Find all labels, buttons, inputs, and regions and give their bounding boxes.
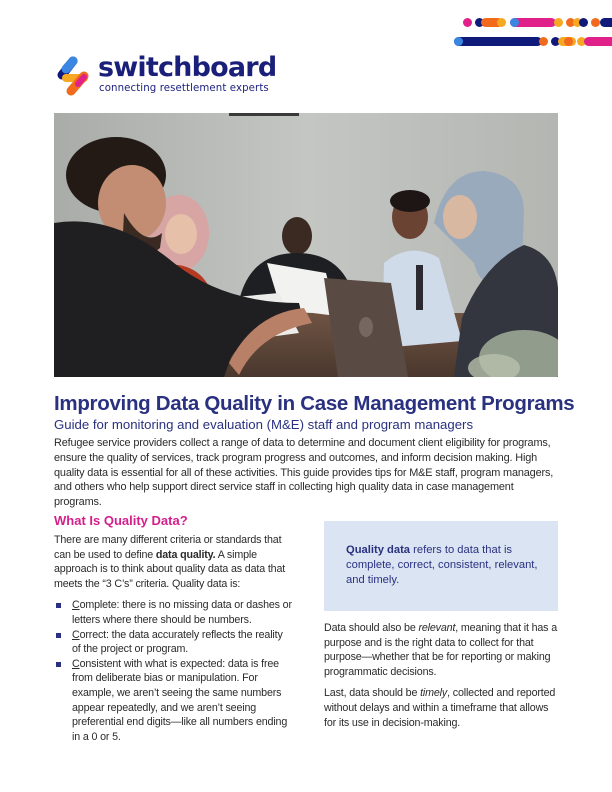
right-column <box>324 621 560 737</box>
deco-dot <box>497 18 506 27</box>
italic-term: relevant <box>418 622 456 634</box>
deco-dot <box>591 18 600 27</box>
deco-dot <box>554 18 563 27</box>
timely-paragraph <box>324 686 560 730</box>
italic-term: timely <box>420 687 448 700</box>
left-column <box>54 533 294 744</box>
criteria-list <box>54 598 294 744</box>
criteria-text: orrect: the data accurately reflects the reality of the project or program. <box>72 628 283 656</box>
text-span: , meaning that it has a purpose and is the right data to collect for that purpose—whether that be for reporting or making programmatic decisions. <box>324 622 557 678</box>
square-bullet-icon <box>56 603 61 608</box>
criteria-item-consistent <box>54 657 294 745</box>
deco-bar <box>600 18 612 27</box>
deco-dot <box>510 18 519 27</box>
deco-bar <box>454 37 542 46</box>
section-intro-paragraph <box>54 533 294 591</box>
deco-dot <box>454 37 463 46</box>
definition-callout <box>324 521 558 611</box>
brand-name: switchboard <box>98 52 277 83</box>
callout-body: refers to data that is complete, correct, consistent, relevant, and timely. <box>346 544 538 587</box>
criteria-item-correct <box>54 628 294 657</box>
meeting-photo-illustration <box>54 113 558 377</box>
brand-tagline: connecting resettlement experts <box>99 83 269 94</box>
switchboard-logo-icon <box>54 54 92 98</box>
deco-dot <box>579 18 588 27</box>
text-span: Last, data should be <box>324 687 421 700</box>
page-subtitle: Guide for monitoring and evaluation (M&E) staff and program managers <box>54 417 474 432</box>
text-span: There are many different criteria or standards that can be used to define <box>54 534 282 561</box>
intro-paragraph: Refugee service providers collect a range of data to determine and document client eligibility for programs, ensure the quality of services, track program progress and outcomes, and inform decision making. High quality data is essential for all of these activities. This guide provides tips for M&E staff, program managers, and others who help support direct service staff in collecting high quality data in case management programs. <box>54 437 554 509</box>
criteria-text: onsistent with what is expected: data is free from deliberate bias or manipulation. For example, we aren’t seeing the same numbers appear repeatedly, and we aren’t seeing preferential end digits—like all numbers ending in a 0 or 5. <box>72 657 288 743</box>
relevant-paragraph <box>324 621 560 679</box>
criteria-initial: C <box>72 628 80 641</box>
text-span: , collected and reported without delays and within a timeframe that allows for its use in decision-making. <box>324 687 556 729</box>
square-bullet-icon <box>56 662 61 667</box>
hero-photo <box>54 113 558 377</box>
callout-text <box>346 543 546 589</box>
deco-dot <box>564 37 573 46</box>
deco-dot <box>463 18 472 27</box>
section-heading: What Is Quality Data? <box>54 513 188 528</box>
criteria-initial: C <box>72 599 80 612</box>
bold-term: data quality. <box>155 548 216 561</box>
criteria-text: omplete: there is no missing data or dashes or letters where there should be numbers. <box>72 599 292 626</box>
square-bullet-icon <box>56 633 61 638</box>
deco-bar <box>584 37 612 46</box>
text-span: Data should also be <box>324 622 419 634</box>
callout-bold-term: Quality data <box>346 544 411 556</box>
criteria-initial: C <box>72 657 80 670</box>
text-span: A simple approach is to think about quality data as data that meets the “3 C’s” criteria. Quality data is: <box>54 548 286 590</box>
page-title: Improving Data Quality in Case Management Programs <box>54 392 575 415</box>
criteria-item-complete <box>54 598 294 627</box>
deco-dot <box>539 37 548 46</box>
